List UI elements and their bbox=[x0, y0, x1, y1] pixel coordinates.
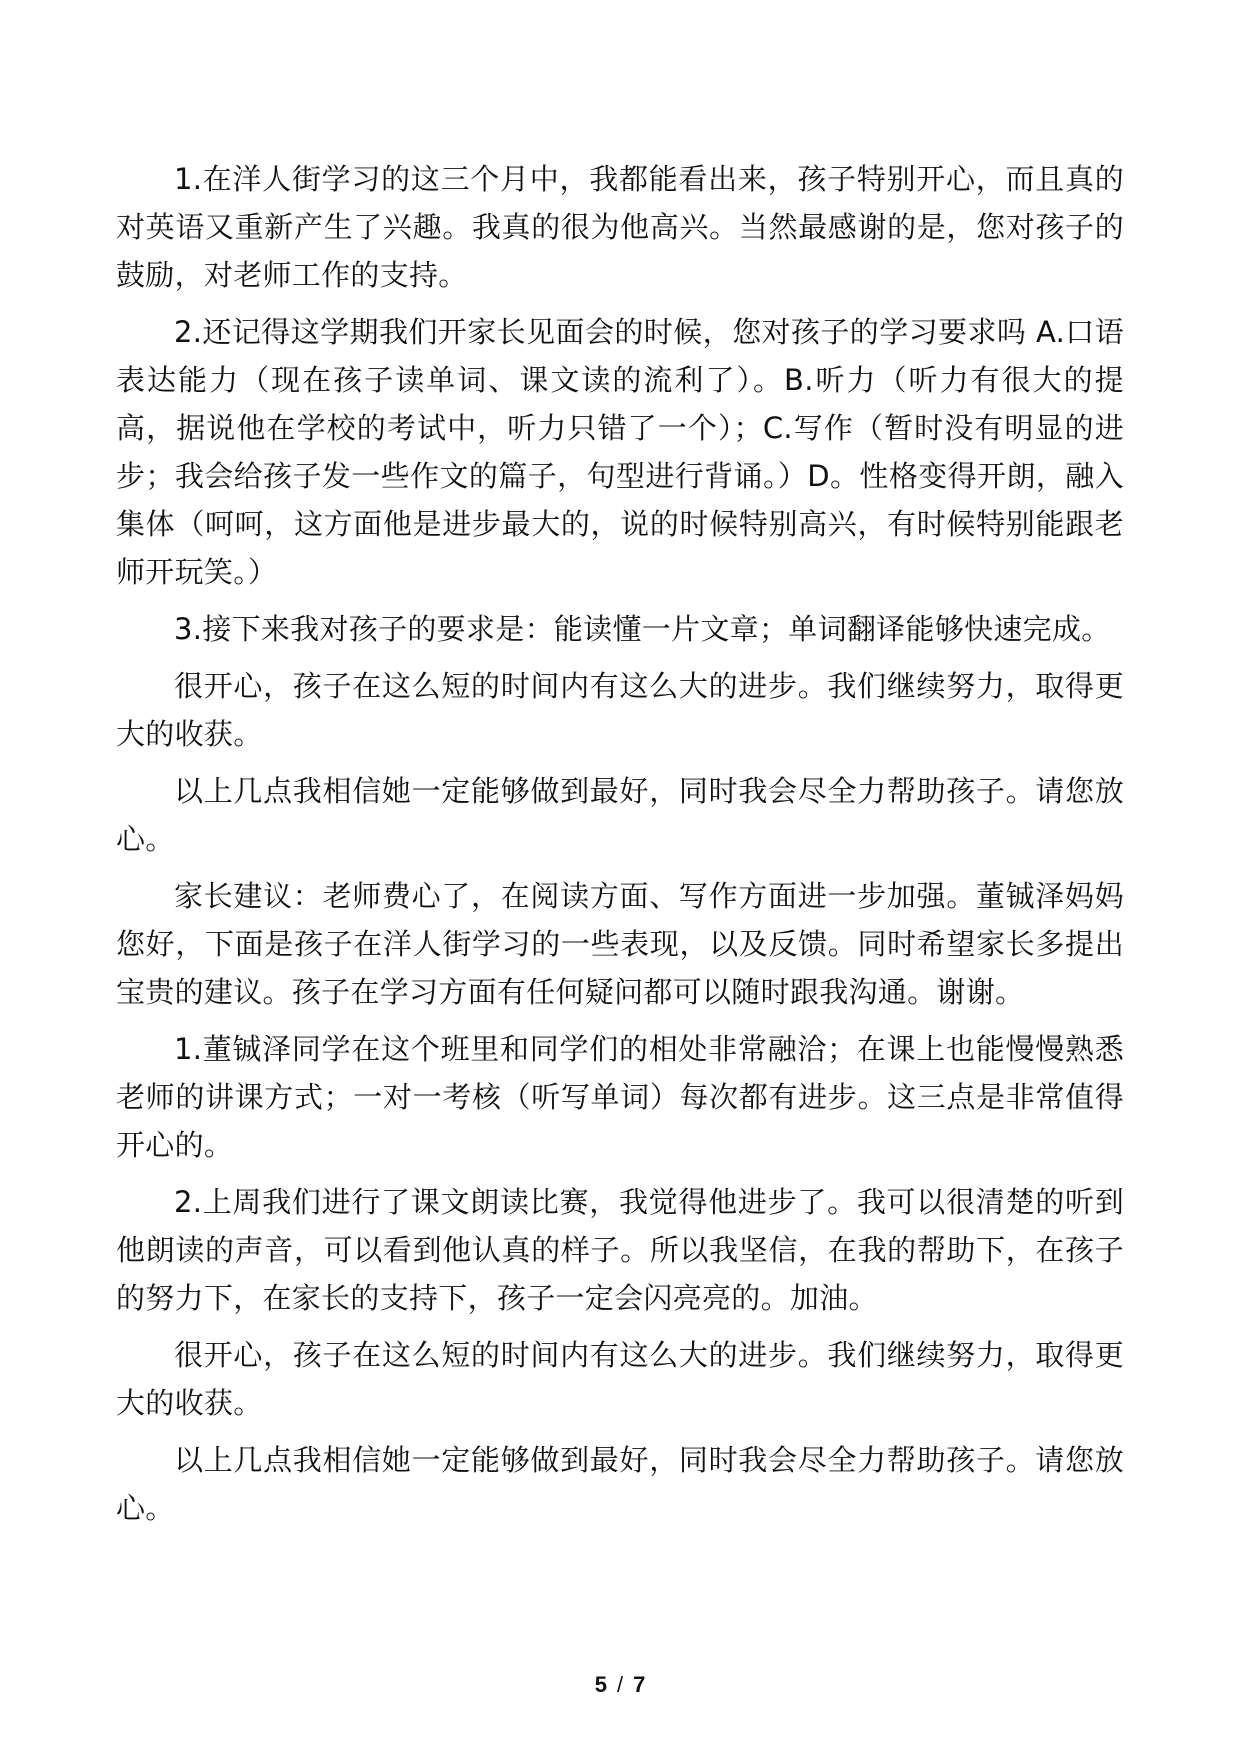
page-number-total: 7 bbox=[633, 1672, 646, 1697]
paragraph-6: 家长建议：老师费心了，在阅读方面、写作方面进一步加强。董铖泽妈妈您好，下面是孩子在洋人街学习的一些表现，以及反馈。同时希望家长多提出宝贵的建议。孩子在学习方面有任何疑问都可以随时跟我沟通。谢谢。 bbox=[116, 879, 1124, 1009]
page-number-current: 5 bbox=[594, 1672, 607, 1697]
paragraph-2: 2.还记得这学期我们开家长见面会的时候，您对孩子的学习要求吗 A.口语表达能力（现在孩子读单词、课文读的流利了）。B.听力（听力有很大的提高，据说他在学校的考试中，听力只错了一个）；C.写作（暂时没有明显的进步；我会给孩子发一些作文的篇子，句型进行背诵。）D。性格变得开朗，融入集体（呵呵，这方面他是进步最大的，说的时候特别高兴，有时候特别能跟老师开玩笑。） bbox=[116, 315, 1124, 589]
paragraph-4: 很开心，孩子在这么短的时间内有这么大的进步。我们继续努力，取得更大的收获。 bbox=[116, 669, 1124, 751]
paragraph-5: 以上几点我相信她一定能够做到最好，同时我会尽全力帮助孩子。请您放心。 bbox=[116, 774, 1124, 856]
paragraph-7: 1.董铖泽同学在这个班里和同学们的相处非常融洽；在课上也能慢慢熟悉老师的讲课方式；一对一考核（听写单词）每次都有进步。这三点是非常值得开心的。 bbox=[116, 1032, 1124, 1162]
page-number-separator: / bbox=[616, 1672, 624, 1697]
paragraph-9: 很开心，孩子在这么短的时间内有这么大的进步。我们继续努力，取得更大的收获。 bbox=[116, 1338, 1124, 1420]
page-number bbox=[0, 1672, 1240, 1698]
paragraph-1: 1.在洋人街学习的这三个月中，我都能看出来，孩子特别开心，而且真的对英语又重新产生了兴趣。我真的很为他高兴。当然最感谢的是，您对孩子的鼓励，对老师工作的支持。 bbox=[116, 162, 1124, 292]
paragraph-3: 3.接下来我对孩子的要求是：能读懂一片文章；单词翻译能够快速完成。 bbox=[174, 612, 1111, 646]
paragraph-8: 2.上周我们进行了课文朗读比赛，我觉得他进步了。我可以很清楚的听到他朗读的声音，可以看到他认真的样子。所以我坚信，在我的帮助下，在孩子的努力下，在家长的支持下，孩子一定会闪亮亮的。加油。 bbox=[116, 1185, 1124, 1315]
document-body bbox=[116, 155, 1124, 1541]
paragraph-10: 以上几点我相信她一定能够做到最好，同时我会尽全力帮助孩子。请您放心。 bbox=[116, 1443, 1124, 1525]
